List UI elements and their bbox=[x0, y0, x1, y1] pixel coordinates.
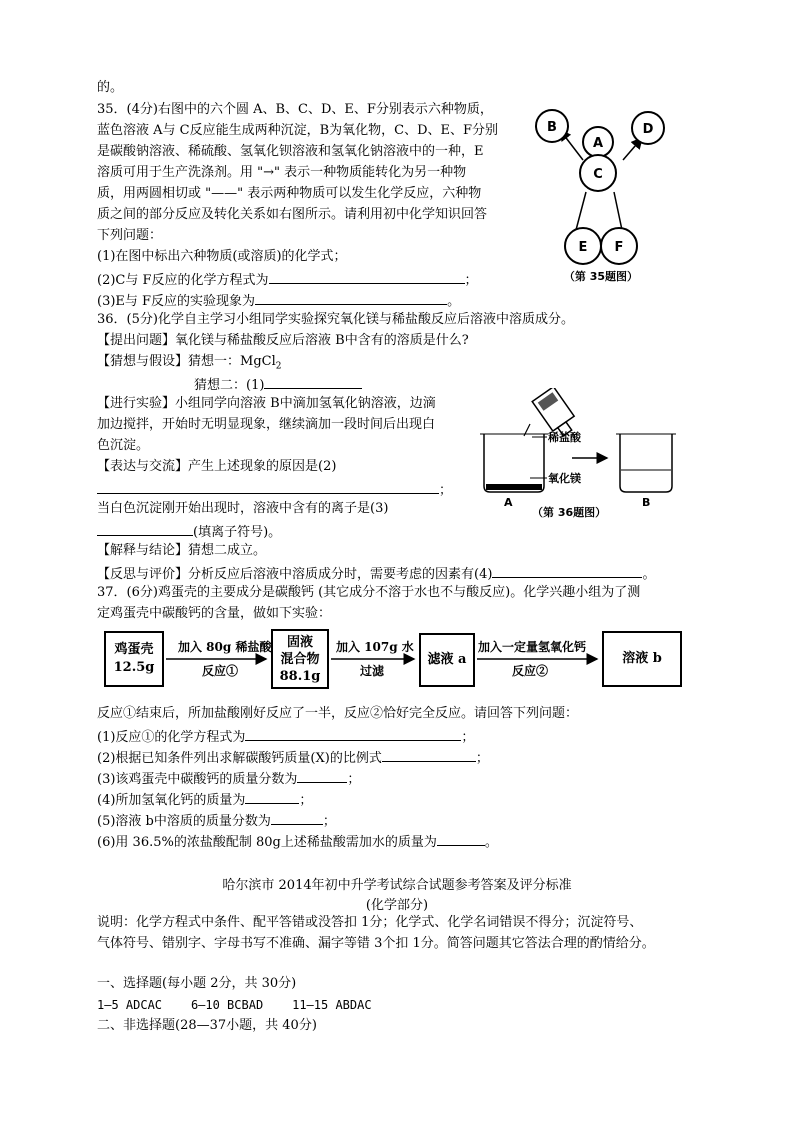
answers-section-1: 一、选择题(每小题 2分，共 30分) bbox=[97, 976, 297, 991]
box-solution-b: 溶液 b bbox=[602, 631, 682, 687]
q36-line-1: 36．(5分)化学自主学习小组同学实验探究氧化镁与稀盐酸反应后溶液中溶质成分。 bbox=[97, 312, 574, 327]
fig35-caption: （第 35题图） bbox=[563, 270, 639, 283]
q36-guess-2: 猜想二：(1) bbox=[194, 375, 362, 394]
q37-sub-2: (2)根据已知条件列出求解碳酸钙质量(X)的比例式 ； bbox=[97, 748, 489, 767]
q36-express-3: (填离子符号)。 bbox=[97, 522, 281, 541]
answers-note-1: 说明：化学方程式中条件、配平答错或没答扣 1分；化学式、化学名词错误不得分；沉淀符号、 bbox=[97, 915, 643, 930]
arrow1-bottom-label: 反应① bbox=[202, 664, 239, 678]
q35-line-3: 是碳酸钠溶液、稀硫酸、氢氧化钡溶液和氢氧化钠溶液中的一种，E bbox=[97, 144, 484, 159]
q37-line-1: 37．(6分)鸡蛋壳的主要成分是碳酸钙 (其它成分不溶于水也不与酸反应)。化学兴趣小组为了测 bbox=[97, 585, 641, 600]
q37-sub-5: (5)溶液 b中溶质的质量分数为 ； bbox=[97, 811, 336, 830]
q34-tail: 的。 bbox=[97, 80, 124, 95]
q36-question: 【提出问题】氧化镁与稀盐酸反应后溶液 B中含有的溶质是什么? bbox=[97, 333, 469, 348]
q37-sub-4: (4)所加氢氧化钙的质量为 ； bbox=[97, 790, 312, 809]
answer-blank[interactable] bbox=[245, 790, 299, 804]
q35-line-2: 蓝色溶液 A与 C反应能生成两种沉淀，B为氧化物，C、D、E、F分别 bbox=[97, 123, 499, 138]
answers-section-2: 二、非选择题(28—37小题，共 40分) bbox=[97, 1018, 317, 1033]
q37-sub-1: (1)反应①的化学方程式为 ； bbox=[97, 727, 474, 746]
label-C: C bbox=[593, 167, 603, 182]
q36-reflect: 【反思与评价】分析反应后溶液中溶质成分时，需要考虑的因素有(4) 。 bbox=[97, 564, 655, 583]
label-E: E bbox=[578, 240, 588, 255]
q36-experiment-3: 色沉淀。 bbox=[97, 438, 150, 453]
arrow2-bottom-label: 过滤 bbox=[360, 664, 385, 678]
q36-express-2: 当白色沉淀刚开始出现时，溶液中含有的离子是(3) bbox=[97, 501, 389, 516]
q37-sub-6: (6)用 36.5%的浓盐酸配制 80g上述稀盐酸需加水的质量为 。 bbox=[97, 832, 498, 851]
q36-express-blank: ； bbox=[97, 480, 452, 499]
q35-line-5: 质，用两圆相切或 "——" 表示两种物质可以发生化学反应，六种物 bbox=[97, 186, 482, 201]
answer-blank[interactable] bbox=[382, 748, 476, 762]
q35-line-6: 质之间的部分反应及转化关系如右图所示。请利用初中化学知识回答 bbox=[97, 207, 488, 222]
answers-title: 哈尔滨市 2014年初中升学考试综合试题参考答案及评分标准 bbox=[222, 878, 572, 893]
q35-line-1: 35．(4分)右图中的六个圆 A、B、C、D、E、F分别表示六种物质， bbox=[97, 102, 493, 117]
answers-choices: 1—5 ADCAC 6—10 BCBAD 11—15 ABDAC bbox=[97, 998, 372, 1012]
q36-guess-1: 【猜想与假设】猜想一：MgCl$_2$ bbox=[97, 354, 282, 372]
answer-blank[interactable] bbox=[245, 727, 461, 741]
q36-conclusion: 【解释与结论】猜想二成立。 bbox=[97, 543, 267, 558]
answers-subtitle: (化学部分) bbox=[365, 898, 429, 913]
label-F: F bbox=[614, 240, 624, 255]
box-eggshell: 鸡蛋壳 12.5g bbox=[104, 631, 164, 687]
q36-express-1: 【表达与交流】产生上述现象的原因是(2) bbox=[97, 459, 337, 474]
beaker-B-label: B bbox=[642, 496, 651, 509]
box-mixture: 固液 混合物 88.1g bbox=[271, 629, 329, 689]
arrow1-top-label: 加入 80g 稀盐酸 bbox=[178, 640, 272, 654]
beaker-A-label: A bbox=[504, 496, 513, 509]
box-filtrate-a: 滤液 a bbox=[419, 633, 475, 687]
q36-experiment-1: 【进行实验】小组同学向溶液 B中滴加氢氧化钠溶液，边滴 bbox=[97, 396, 436, 411]
q37-after: 反应①结束后，所加盐酸刚好反应了一半，反应②恰好完全反应。请回答下列问题： bbox=[97, 706, 579, 721]
arrow2-top-label: 加入 107g 水 bbox=[336, 640, 414, 654]
label-A: A bbox=[592, 136, 604, 151]
q37-line-2: 定鸡蛋壳中碳酸钙的含量，做如下实验： bbox=[97, 606, 332, 621]
q35-line-7: 下列问题： bbox=[97, 228, 163, 243]
arrow3-bottom-label: 反应② bbox=[512, 664, 549, 678]
label-B: B bbox=[547, 120, 557, 135]
acid-label: 稀盐酸 bbox=[548, 431, 581, 444]
arrow3-top-label: 加入一定量氢氧化钙 bbox=[478, 640, 587, 654]
q37-sub-3: (3)该鸡蛋壳中碳酸钙的质量分数为 ； bbox=[97, 769, 360, 788]
mgo-label: 氧化镁 bbox=[548, 472, 581, 485]
answer-blank[interactable] bbox=[297, 769, 347, 783]
q36-experiment-2: 加边搅拌，开始时无明显现象，继续滴加一段时间后出现白 bbox=[97, 417, 436, 432]
fig36-caption: （第 36题图） bbox=[532, 506, 607, 519]
label-D: D bbox=[642, 122, 654, 137]
answers-note-2: 气体符号、错别字、字母书写不准确、漏字等错 3个扣 1分。简答问题其它答法合理的酌情给分。 bbox=[97, 936, 655, 951]
answer-blank[interactable] bbox=[437, 832, 485, 846]
q35-sub-1: (1)在图中标出六种物质(或溶质)的化学式； bbox=[97, 249, 347, 264]
q35-sub-3: (3)E与 F反应的实验现象为 。 bbox=[97, 291, 460, 310]
answer-blank[interactable] bbox=[271, 811, 323, 825]
q35-line-4: 溶质可用于生产洗涤剂。用 "→" 表示一种物质能转化为另一种物 bbox=[97, 165, 467, 180]
q35-sub-2: (2)C与 F反应的化学方程式为 ； bbox=[97, 270, 478, 289]
